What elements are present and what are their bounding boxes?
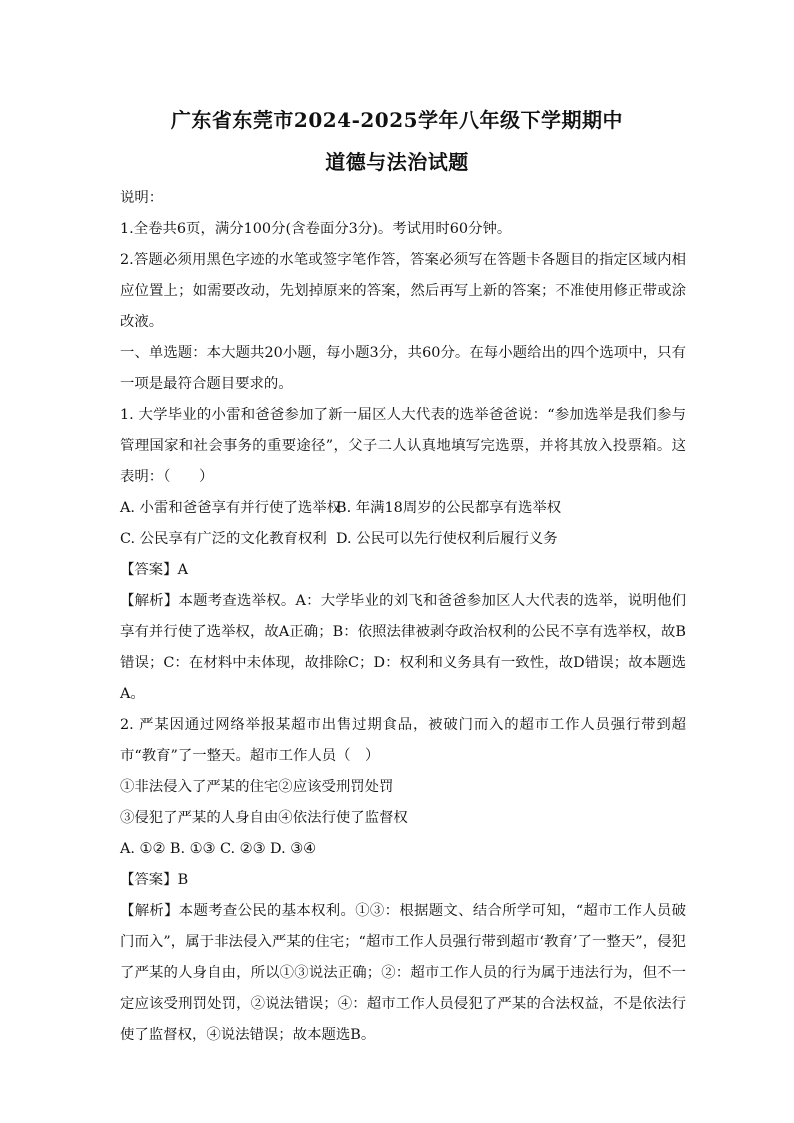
exam-subject-title: 道德与法治试题: [325, 150, 469, 174]
question-2-answer: 【答案】B: [120, 872, 189, 888]
instruction-item-1: 1.全卷共6页，满分100分(含卷面分3分)。考试用时60分钟。: [120, 221, 512, 237]
question-1-option-b: B. 年满18周岁的公民都享有选举权: [336, 500, 562, 516]
instruction-item-2: 2.答题必须用黑色字迹的水笔或签字笔作答，答案必须写在答题卡各题目的指定区域内相应位置上；如需要改动，先划掉原来的答案，然后再写上新的答案；不准使用修正带或涂改液。: [120, 252, 686, 330]
question-2-statements-1: ①非法侵入了严某的住宅②应该受刑罚处罚: [120, 779, 394, 795]
question-1-option-c: C. 公民享有广泛的文化教育权利: [120, 531, 327, 547]
section-heading: 一、单选题：本大题共20小题，每小题3分，共60分。在每小题给出的四个选项中，只有一项是最符合题目要求的。: [120, 345, 686, 392]
question-1-options-row-1: [120, 493, 686, 524]
question-2-stem: 2. 严某因通过网络举报某超市出售过期食品，被破门而入的超市工作人员强行带到超市“教育”了一整天。超市工作人员（ ）: [120, 717, 686, 764]
question-2-analysis: 【解析】本题考查公民的基本权利。①③：根据题文、结合所学可知，“超市工作人员破门而入”，属于非法侵入严某的住宅；“超市工作人员强行带到超市‘教育’了一整天”，侵犯了严某的人身自由，所以①③说法正确；②：超市工作人员的行为属于违法行为，但不一定应该受刑罚处罚，②说法错误；④：超市工作人员侵犯了严某的合法权益，不是依法行使了监督权，④说法错误；故本题选B。: [120, 903, 686, 1043]
question-1-option-a: A. 小雷和爸爸享有并行使了选举权: [120, 500, 342, 516]
question-2-statements-2: ③侵犯了严某的人身自由④依法行使了监督权: [120, 810, 408, 826]
question-1-analysis: 【解析】本题考查选举权。A：大学毕业的刘飞和爸爸参加区人大代表的选举，说明他们享有并行使了选举权，故A正确；B：依照法律被剥夺政治权利的公民不享有选举权，故B错误；C：在材料中未体现，故排除C；D：权利和义务具有一致性，故D错误；故本题选A。: [120, 593, 686, 702]
question-2-options: A. ①② B. ①③ C. ②③ D. ③④: [120, 841, 317, 857]
question-1-options-row-2: [120, 524, 686, 555]
question-1-stem: 1. 大学毕业的小雷和爸爸参加了新一届区人大代表的选举爸爸说：“参加选举是我们参与管理国家和社会事务的重要途径”，父子二人认真地填写完选票，并将其放入投票箱。这表明：（ ）: [120, 407, 686, 485]
document-body: [120, 183, 686, 1051]
exam-title: 广东省东莞市2024-2025学年八年级下学期期中: [170, 108, 624, 132]
instructions-heading: 说明：: [120, 190, 164, 206]
question-1-answer: 【答案】A: [120, 562, 188, 578]
question-1-option-d: D. 公民可以先行使权利后履行义务: [336, 531, 558, 547]
